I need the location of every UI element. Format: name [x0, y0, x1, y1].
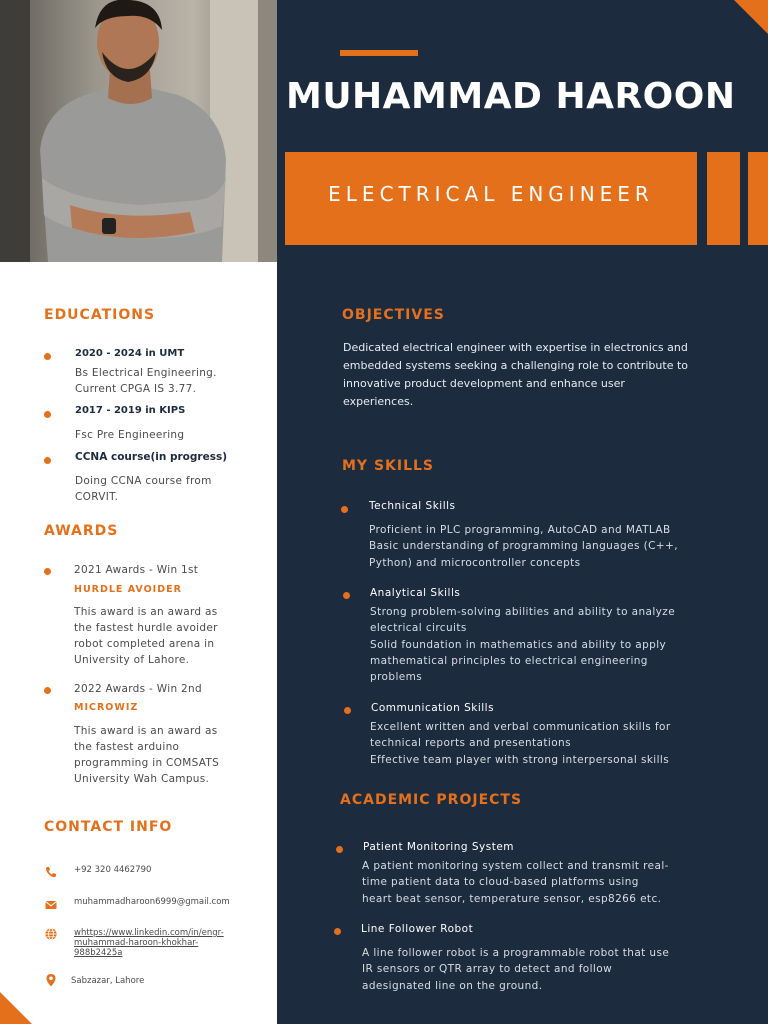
project-description	[362, 858, 754, 907]
globe-icon	[44, 927, 58, 941]
objectives-line: Dedicated electrical engineer with expertise in electronics and	[343, 341, 688, 354]
award-detail-line: the fastest hurdle avoider	[74, 622, 218, 634]
project-line: IR sensors or QTR array to detect and follow	[362, 963, 613, 976]
project-title: Line Follower Robot	[361, 923, 474, 935]
skill-bullet	[341, 506, 348, 513]
website-line: muhammad-haroon-khokhar-	[74, 938, 199, 948]
skill-title: Technical Skills	[369, 500, 456, 512]
project-bullet	[334, 928, 341, 935]
skill-title: Communication Skills	[371, 702, 495, 714]
educations-heading: EDUCATIONS	[44, 307, 156, 323]
objectives-line: experiences.	[343, 395, 414, 408]
skill-line: Effective team player with strong interpersonal skills	[370, 753, 670, 766]
award-detail-line: programming in COMSATS	[74, 757, 220, 769]
profile-photo-illustration	[0, 0, 277, 262]
education-detail-line: Bs Electrical Engineering.	[75, 367, 217, 379]
skill-line: mathematical principles to electrical engineering	[370, 654, 648, 667]
projects-heading: ACADEMIC PROJECTS	[340, 792, 523, 808]
job-title: ELECTRICAL ENGINEER	[328, 182, 654, 206]
award-detail	[74, 604, 218, 668]
objectives-heading: OBJECTIVES	[342, 307, 445, 323]
award-detail	[74, 723, 219, 787]
skill-line: Basic understanding of programming languages (C++,	[369, 540, 678, 553]
award-detail-line: This award is an award as	[74, 725, 218, 737]
education-title: CCNA course(in progress)	[75, 451, 227, 463]
skill-description	[369, 522, 754, 571]
award-title: 2022 Awards - Win 2nd	[74, 683, 202, 695]
phone-icon	[44, 865, 58, 879]
award-detail-line: University of Lahore.	[74, 654, 190, 666]
job-title-banner	[285, 152, 697, 245]
contact-phone[interactable]: +92 320 4462790	[74, 865, 152, 875]
skill-line: Excellent written and verbal communication skills for	[370, 721, 671, 733]
header-accent-line	[340, 50, 418, 56]
education-bullet	[44, 411, 51, 418]
decorative-stripe-1	[707, 152, 740, 245]
skill-bullet	[343, 592, 350, 599]
skill-description	[370, 719, 755, 768]
education-title: 2020 - 2024 in UMT	[75, 348, 185, 359]
corner-accent-top-right	[734, 0, 768, 34]
project-line: A line follower robot is a programmable robot that use	[362, 947, 670, 959]
project-description	[362, 945, 754, 994]
objectives-line: innovative product development and enhance user	[343, 377, 625, 390]
education-detail	[75, 365, 217, 397]
skill-line: electrical circuits	[370, 622, 467, 635]
skills-heading: MY SKILLS	[342, 458, 435, 474]
award-detail-line: University Wah Campus.	[74, 773, 210, 785]
contact-email[interactable]: muhammadharoon6999@gmail.com	[74, 897, 230, 907]
skill-bullet	[344, 707, 351, 714]
profile-photo	[0, 0, 277, 262]
education-detail	[75, 427, 184, 443]
project-title: Patient Monitoring System	[363, 841, 515, 853]
skill-line: Proficient in PLC programming, AutoCAD and MATLAB	[369, 524, 671, 536]
education-bullet	[44, 353, 51, 360]
award-detail-line: robot completed arena in	[74, 638, 215, 650]
objectives-line: embedded systems seeking a challenging role to contribute to	[343, 359, 689, 372]
location-pin-icon	[44, 973, 58, 987]
contact-address: Sabzazar, Lahore	[71, 976, 145, 986]
award-title: 2021 Awards - Win 1st	[74, 564, 199, 576]
skill-description	[370, 604, 755, 685]
skill-line: Solid foundation in mathematics and ability to apply	[370, 638, 667, 651]
education-detail-line: Doing CCNA course from	[75, 475, 212, 487]
skill-line: Strong problem-solving abilities and ability to analyze	[370, 606, 676, 618]
website-line: 988b2425a	[74, 948, 123, 958]
education-detail-line: CORVIT.	[75, 491, 119, 503]
skill-line: problems	[370, 671, 423, 684]
project-line: time patient data to cloud-based platforms using	[362, 876, 639, 889]
award-name: MICROWIZ	[74, 702, 139, 713]
email-icon	[44, 898, 58, 912]
award-bullet	[44, 687, 51, 694]
project-line: heart beat sensor, temperature sensor, esp8266 etc.	[362, 892, 662, 905]
objectives-text	[343, 339, 753, 411]
contact-heading: CONTACT INFO	[44, 819, 173, 835]
award-name: HURDLE AVOIDER	[74, 584, 182, 595]
education-detail	[75, 473, 212, 505]
corner-accent-bottom-left	[0, 992, 32, 1024]
contact-website[interactable]	[74, 928, 224, 958]
skill-line: Python) and microcontroller concepts	[369, 556, 581, 569]
skill-line: technical reports and presentations	[370, 737, 571, 750]
project-line: A patient monitoring system collect and transmit real-	[362, 860, 669, 872]
education-bullet	[44, 457, 51, 464]
awards-heading: AWARDS	[44, 523, 119, 539]
education-title: 2017 - 2019 in KIPS	[75, 405, 186, 416]
award-detail-line: the fastest arduino	[74, 741, 180, 753]
candidate-name: MUHAMMAD HAROON	[286, 76, 736, 117]
project-bullet	[336, 846, 343, 853]
skill-title: Analytical Skills	[370, 587, 461, 599]
decorative-stripe-2	[748, 152, 768, 245]
education-detail-line: Fsc Pre Engineering	[75, 429, 185, 441]
project-line: adesignated line on the ground.	[362, 979, 543, 992]
website-line: whttps://www.linkedin.com/in/engr-	[74, 928, 224, 938]
award-detail-line: This award is an award as	[74, 606, 218, 618]
award-bullet	[44, 568, 51, 575]
education-detail-line: Current CPGA IS 3.77.	[75, 383, 197, 395]
